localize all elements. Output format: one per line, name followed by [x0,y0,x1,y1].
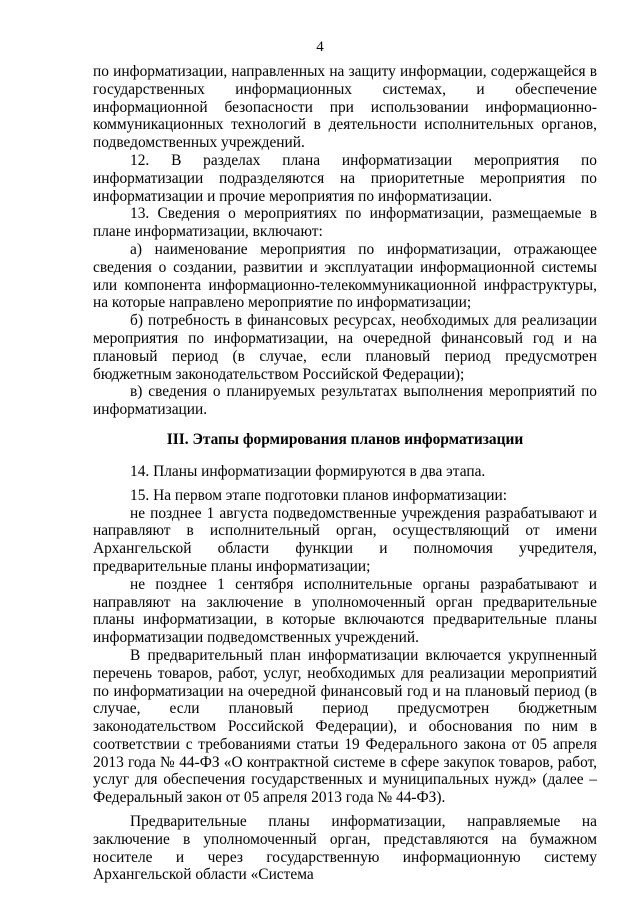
paragraph-deadline-september: не позднее 1 сентября исполнительные органы разрабатывают и направляют на заключение в уполномоченный орган предварительные планы информатизации, в которые включаются предварительные планы информатизации подведомственных учреждений. [93,575,597,647]
paragraph-item-12: 12. В разделах плана информатизации мероприятия по информатизации подразделяются на приоритетные мероприятия по информатизации и прочие мероприятия по информатизации. [93,151,597,205]
paragraph-item-15: 15. На первом этапе подготовки планов информатизации: [130,486,507,504]
paragraph-subitem-v: в) сведения о планируемых результатах выполнения мероприятий по информатизации. [93,383,597,419]
section-heading: III. Этапы формирования планов информатизации [166,430,524,448]
paragraph-subitem-a: а) наименование мероприятия по информатизации, отражающее сведения о создании, развитии и эксплуатации информационной системы или компонента информационно-телекоммуникационной инфраструктуры, на которые направлено мероприятие по информатизации; [93,240,597,312]
paragraph-item-14: 14. Планы информатизации формируются в два этапа. [130,462,486,480]
document-body [93,63,597,884]
paragraph-preliminary-plan: В предварительный план информатизации включается укрупненный перечень товаров, работ, услуг, необходимых для реализации мероприятий по информатизации на очередной финансовый год и на плановый период (в случае, если плановый период предусмотрен бюджетным законодательством Российской Федерации), и обоснования по ним в соответствии с требованиями статьи 19 Федерального закона от 05 апреля 2013 года № 44-ФЗ «О контрактной системе в сфере закупок товаров, работ, услуг для обеспечения государственных и муниципальных нужд» (далее – Федеральный закон от 05 апреля 2013 года № 44-ФЗ). [93,646,597,807]
paragraph-subitem-b: б) потребность в финансовых ресурсах, необходимых для реализации мероприятия по информатизации, на очередной финансовый год и на плановый период (в случае, если плановый период предусмотрен бюджетным законодательством Российской Федерации); [93,312,597,383]
paragraph-item-13: 13. Сведения о мероприятиях по информатизации, размещаемые в плане информатизации, включают: [93,205,597,241]
paragraph-continuation: по информатизации, направленных на защиту информации, содержащейся в государственных информационных системах, и обеспечение информационной безопасности при использовании информационно-коммуникационных технологий в деятельности исполнительных органов, подведомственных учреждений. [93,63,597,152]
paragraph-submission: Предварительные планы информатизации, направляемые на заключение в уполномоченный орган, представляются на бумажном носителе и через государственную информационную систему Архангельской области «Система [93,813,597,884]
paragraph-deadline-august: не позднее 1 августа подведомственные учреждения разрабатывают и направляют в исполнительный орган, осуществляющий от имени Архангельской области функции и полномочия учредителя, предварительные планы информатизации; [93,504,597,575]
page-number: 4 [316,39,324,55]
